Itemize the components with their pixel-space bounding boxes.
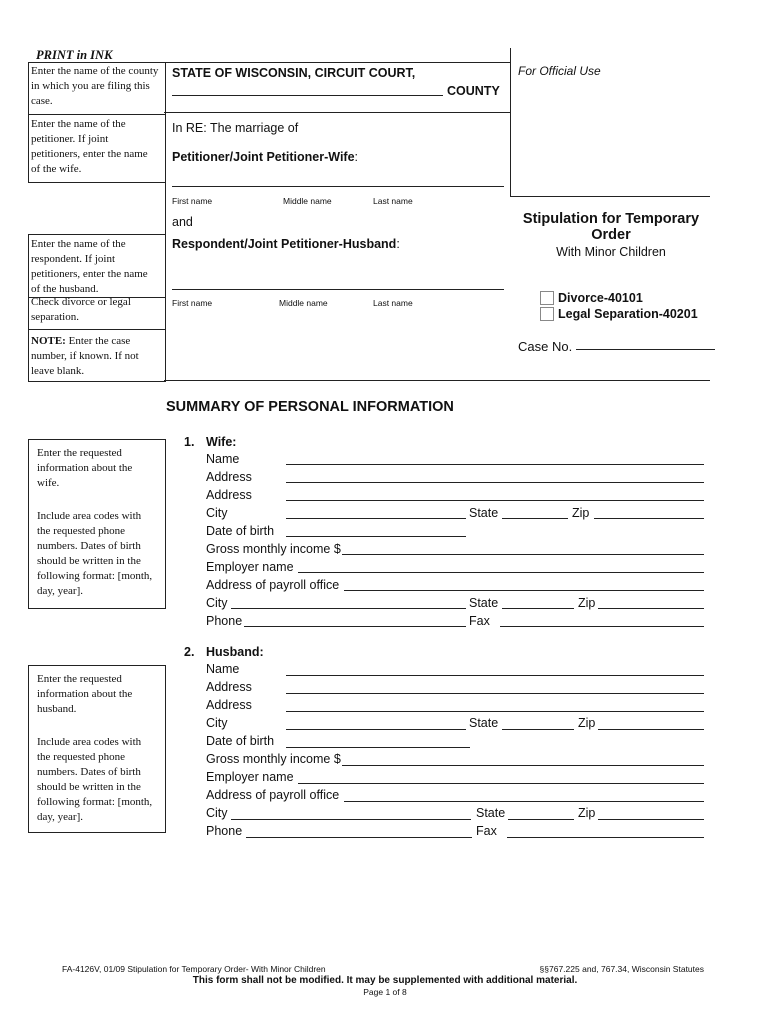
wife-instruction-2: Include area codes with the requested phone numbers. Dates of birth should be written in the following format: [month, day, year]. xyxy=(37,510,153,597)
legal-separation-label: Legal Separation-40201 xyxy=(558,307,698,321)
wife-dob-input[interactable] xyxy=(286,536,466,537)
husband-city-input[interactable] xyxy=(286,729,466,730)
husband-phone-label: Phone xyxy=(206,824,243,838)
case-no-label: Case No. xyxy=(518,339,573,354)
husband-address2-label: Address xyxy=(206,698,252,712)
wife-state-label: State xyxy=(469,506,499,520)
husband-phone-input[interactable] xyxy=(246,837,472,838)
wife-payroll-state-label: State xyxy=(469,596,499,610)
wife-address-label: Address xyxy=(206,470,252,484)
summary-heading: SUMMARY OF PERSONAL INFORMATION xyxy=(166,399,454,415)
wife-employer-input[interactable] xyxy=(298,572,704,573)
wife-payroll-zip-label: Zip xyxy=(578,596,596,610)
husband-payroll-state-label: State xyxy=(476,806,506,820)
and-label: and xyxy=(172,215,193,229)
petitioner-heading xyxy=(172,150,358,164)
wife-number: 1. xyxy=(184,435,195,449)
husband-name-label: Name xyxy=(206,662,240,676)
footer-notice: This form shall not be modified. It may be supplemented with additional material. xyxy=(192,975,578,986)
wife-address2-input[interactable] xyxy=(286,500,704,501)
wife-dob-label: Date of birth xyxy=(206,524,275,538)
wife-name-label: Name xyxy=(206,452,240,466)
wife-fax-label: Fax xyxy=(469,614,490,628)
official-use-bottom xyxy=(510,196,710,197)
instruction-respondent: Enter the name of the respondent. If joint petitioners, enter the name of the husband. xyxy=(31,238,148,295)
print-in-ink: PRINT in INK xyxy=(36,48,113,62)
note-text: Enter the case number, if known. If not leave blank. xyxy=(31,335,139,377)
husband-zip-input[interactable] xyxy=(598,729,704,730)
husband-income-input[interactable] xyxy=(342,765,704,766)
wife-instruction-1: Enter the requested information about the wife. xyxy=(37,447,133,489)
wife-state-input[interactable] xyxy=(502,518,568,519)
husband-address2-input[interactable] xyxy=(286,711,704,712)
husband-payroll-zip-input[interactable] xyxy=(598,819,704,820)
husband-payroll-zip-label: Zip xyxy=(578,806,596,820)
husband-state-input[interactable] xyxy=(502,729,574,730)
wife-income-label: Gross monthly income $ xyxy=(206,542,341,556)
husband-fax-label: Fax xyxy=(476,824,497,838)
footer-page: Page 1 of 8 xyxy=(363,987,407,997)
husband-instruction-2: Include area codes with the requested phone numbers. Dates of birth should be written in the following format: [month, day, year]. xyxy=(37,736,153,823)
official-use-label: For Official Use xyxy=(518,64,601,78)
court-line: STATE OF WISCONSIN, CIRCUIT COURT, xyxy=(172,66,416,80)
wife-name-input[interactable] xyxy=(286,464,704,465)
husband-employer-label: Employer name xyxy=(206,770,294,784)
wife-income-input[interactable] xyxy=(342,554,704,555)
in-re: In RE: The marriage of xyxy=(172,121,299,135)
wife-payroll-state-input[interactable] xyxy=(502,608,574,609)
county-input-line[interactable] xyxy=(172,95,443,96)
wife-payroll-city-input[interactable] xyxy=(231,608,466,609)
husband-dob-input[interactable] xyxy=(286,747,470,748)
instruction-county: Enter the name of the county in which you are filing this case. xyxy=(31,65,159,107)
respondent-name-line[interactable] xyxy=(172,289,504,290)
county-label: COUNTY xyxy=(447,84,500,98)
court-bottom-rule xyxy=(164,112,510,113)
respondent-middle-name: Middle name xyxy=(279,298,328,308)
wife-payroll-label: Address of payroll office xyxy=(206,578,340,592)
divider xyxy=(28,182,165,183)
husband-employer-input[interactable] xyxy=(298,783,704,784)
wife-phone-label: Phone xyxy=(206,614,243,628)
husband-income-label: Gross monthly income $ xyxy=(206,752,341,766)
wife-payroll-zip-input[interactable] xyxy=(598,608,704,609)
respondent-first-name: First name xyxy=(172,298,213,308)
divider xyxy=(28,114,165,115)
respondent-last-name: Last name xyxy=(373,298,413,308)
case-no-input-line[interactable] xyxy=(576,349,715,350)
husband-dob-label: Date of birth xyxy=(206,734,275,748)
respondent-heading xyxy=(172,237,400,251)
divorce-label: Divorce-40101 xyxy=(558,291,643,305)
husband-title: Husband: xyxy=(206,645,264,659)
footer-statutes: §§767.225 and, 767.34, Wisconsin Statutes xyxy=(539,964,704,974)
wife-address-input[interactable] xyxy=(286,482,704,483)
husband-payroll-city-label: City xyxy=(206,806,228,820)
wife-zip-label: Zip xyxy=(572,506,590,520)
official-use-border xyxy=(510,48,511,197)
husband-payroll-state-input[interactable] xyxy=(508,819,574,820)
divider xyxy=(28,329,165,330)
respondent-label: Respondent/Joint Petitioner-Husband xyxy=(172,237,397,251)
instruction-check: Check divorce or legal separation. xyxy=(31,296,131,323)
husband-address-input[interactable] xyxy=(286,693,704,694)
wife-fax-input[interactable] xyxy=(500,626,704,627)
husband-payroll-label: Address of payroll office xyxy=(206,788,340,802)
wife-address2-label: Address xyxy=(206,488,252,502)
wife-phone-input[interactable] xyxy=(244,626,466,627)
husband-zip-label: Zip xyxy=(578,716,596,730)
header-bottom-rule xyxy=(164,380,710,381)
husband-payroll-city-input[interactable] xyxy=(231,819,471,820)
note-label: NOTE: xyxy=(31,335,66,347)
husband-state-label: State xyxy=(469,716,499,730)
colon: : xyxy=(396,237,400,251)
instruction-note xyxy=(31,334,159,379)
petitioner-name-line[interactable] xyxy=(172,186,504,187)
form-title: Stipulation for Temporary Order xyxy=(522,211,700,243)
husband-number: 2. xyxy=(184,645,195,659)
gap xyxy=(27,183,30,234)
divorce-checkbox[interactable] xyxy=(540,291,554,305)
husband-name-input[interactable] xyxy=(286,675,704,676)
instruction-petitioner: Enter the name of the petitioner. If joint petitioners, enter the name of the wife. xyxy=(31,118,148,175)
wife-city-input[interactable] xyxy=(286,518,466,519)
legal-separation-checkbox[interactable] xyxy=(540,307,554,321)
colon: : xyxy=(354,150,359,164)
wife-employer-label: Employer name xyxy=(206,560,294,574)
divider xyxy=(28,234,165,235)
husband-fax-input[interactable] xyxy=(507,837,704,838)
petitioner-middle-name: Middle name xyxy=(283,196,332,206)
wife-zip-input[interactable] xyxy=(594,518,704,519)
husband-city-label: City xyxy=(206,716,228,730)
petitioner-label: Petitioner/Joint Petitioner-Wife xyxy=(172,150,355,164)
wife-payroll-input[interactable] xyxy=(344,590,704,591)
wife-city-label: City xyxy=(206,506,228,520)
husband-address-label: Address xyxy=(206,680,252,694)
petitioner-first-name: First name xyxy=(172,196,213,206)
wife-title: Wife: xyxy=(206,435,237,449)
husband-payroll-input[interactable] xyxy=(344,801,704,802)
husband-instruction-1: Enter the requested information about the husband. xyxy=(37,673,133,715)
wife-payroll-city-label: City xyxy=(206,596,228,610)
footer-form-id: FA-4126V, 01/09 Stipulation for Temporary Order- With Minor Children xyxy=(62,964,326,974)
top-rule xyxy=(164,62,510,63)
petitioner-last-name: Last name xyxy=(373,196,413,206)
form-subtitle: With Minor Children xyxy=(556,245,666,259)
